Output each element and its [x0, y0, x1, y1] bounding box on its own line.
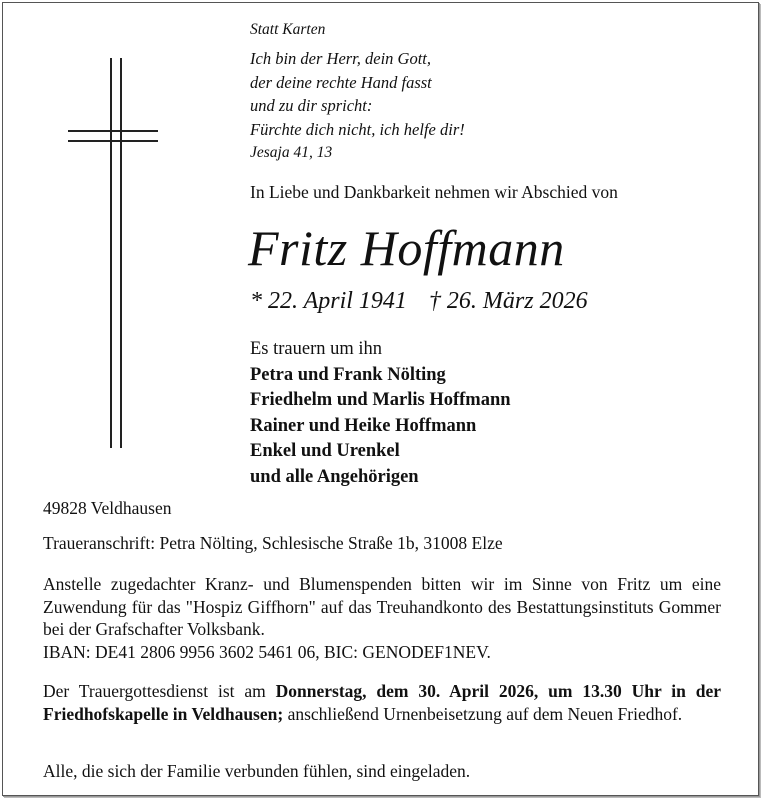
verse-line: Fürchte dich nicht, ich helfe dir! [250, 119, 465, 139]
verse-line: der deine rechte Hand fasst [250, 72, 432, 92]
service-paragraph [43, 680, 721, 725]
bible-verse [250, 47, 465, 165]
mourner-name: Friedhelm und Marlis Hoffmann [250, 390, 511, 410]
farewell-intro: In Liebe und Dankbarkeit nehmen wir Abschied von [250, 182, 618, 202]
mourner-name: Petra und Frank Nölting [250, 364, 446, 385]
life-dates [250, 288, 588, 315]
service-burial: anschließend Urnenbeisetzung auf dem Neuen Friedhof. [283, 703, 683, 724]
death-date: † 26. März 2026 [428, 288, 588, 314]
mourning-address: Traueranschrift: Petra Nölting, Schlesische Straße 1b, 31008 Elze [43, 533, 503, 553]
statt-karten-label: Statt Karten [250, 21, 326, 38]
closing-invitation: Alle, die sich der Familie verbunden fühlen, sind eingeladen. [43, 761, 471, 781]
mourner-name: Enkel und Urenkel [250, 441, 400, 461]
bank-details: IBAN: DE41 2806 9956 3602 5461 06, BIC: GENODEF1NEV. [43, 641, 491, 662]
verse-line: Ich bin der Herr, dein Gott, [250, 49, 432, 68]
mourners-intro: Es trauern um ihn [250, 339, 383, 359]
cross-icon [68, 58, 158, 448]
service-date-place: Donnerstag, dem 30. April 2026, um 13.30 Uhr in der Friedhofskapelle in Veldhausen; [43, 681, 721, 724]
service-text: Der Trauergottesdienst ist am [43, 681, 276, 701]
donation-paragraph [43, 573, 721, 663]
deceased-name: Fritz Hoffmann [248, 220, 565, 276]
verse-reference: Jesaja 41, 13 [250, 144, 333, 161]
verse-line: und zu dir spricht: [250, 96, 373, 115]
mourners-list [250, 337, 511, 490]
mourner-name: Rainer und Heike Hoffmann [250, 415, 477, 436]
mourner-name: und alle Angehörigen [250, 466, 419, 487]
donation-text: Anstelle zugedachter Kranz- und Blumenspenden bitten wir im Sinne von Fritz um eine Zuwendung für das "Hospiz Giffhorn" auf das Treuhandkonto des Bestattungsinstituts Gommer bei der Grafschafter Volksbank. [43, 574, 721, 639]
location: 49828 Veldhausen [43, 498, 172, 518]
birth-date: * 22. April 1941 [250, 288, 407, 314]
